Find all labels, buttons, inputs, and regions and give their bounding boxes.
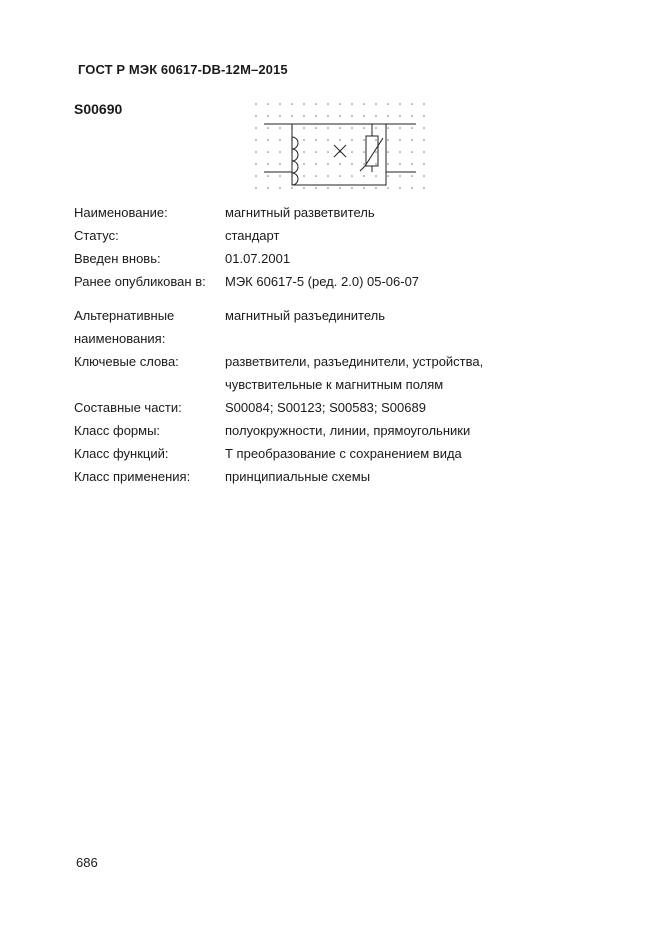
- page-number: 686: [76, 855, 98, 870]
- property-row-keywords: [74, 350, 515, 396]
- property-value: магнитный разветвитель: [225, 205, 375, 220]
- properties-list: [74, 201, 515, 488]
- property-label: Статус:: [74, 228, 119, 243]
- property-row-name: [74, 201, 515, 224]
- property-row-function-class: [74, 442, 515, 465]
- property-row-published: [74, 270, 515, 293]
- magnetic-splitter-symbol-icon: [252, 100, 428, 198]
- property-value: S00084; S00123; S00583; S00689: [225, 400, 426, 415]
- property-row-introduced: [74, 247, 515, 270]
- property-label: Составные части:: [74, 400, 182, 415]
- property-row-shape-class: [74, 419, 515, 442]
- property-value: Т преобразование с сохранением вида: [225, 446, 462, 461]
- property-row-application-class: [74, 465, 515, 488]
- property-row-status: [74, 224, 515, 247]
- symbol-figure: [252, 100, 428, 198]
- property-value: разветвители, разъединители, устройства, чувствительные к магнитным полям: [225, 354, 484, 392]
- property-label: Альтернативные наименования:: [74, 308, 175, 346]
- property-value: стандарт: [225, 228, 280, 243]
- grid-dots: [255, 103, 425, 189]
- property-label: Класс применения:: [74, 469, 191, 484]
- property-value: МЭК 60617-5 (ред. 2.0) 05-06-07: [225, 274, 420, 289]
- document-header: ГОСТ Р МЭК 60617-DB-12M–2015: [78, 62, 288, 77]
- symbol-code: S00690: [74, 101, 123, 117]
- property-value: принципиальные схемы: [225, 469, 371, 484]
- property-label: Ранее опубликован в:: [74, 274, 206, 289]
- property-value: полуокружности, линии, прямоугольники: [225, 423, 471, 438]
- property-label: Класс функций:: [74, 446, 169, 461]
- property-label: Класс формы:: [74, 423, 161, 438]
- property-value: магнитный разъединитель: [225, 308, 386, 323]
- property-label: Введен вновь:: [74, 251, 161, 266]
- property-label: Наименование:: [74, 205, 168, 220]
- coil-winding: [292, 137, 298, 185]
- property-row-alternative-names: [74, 304, 515, 350]
- property-label: Ключевые слова:: [74, 354, 179, 369]
- property-value: 01.07.2001: [225, 251, 291, 266]
- property-row-components: [74, 396, 515, 419]
